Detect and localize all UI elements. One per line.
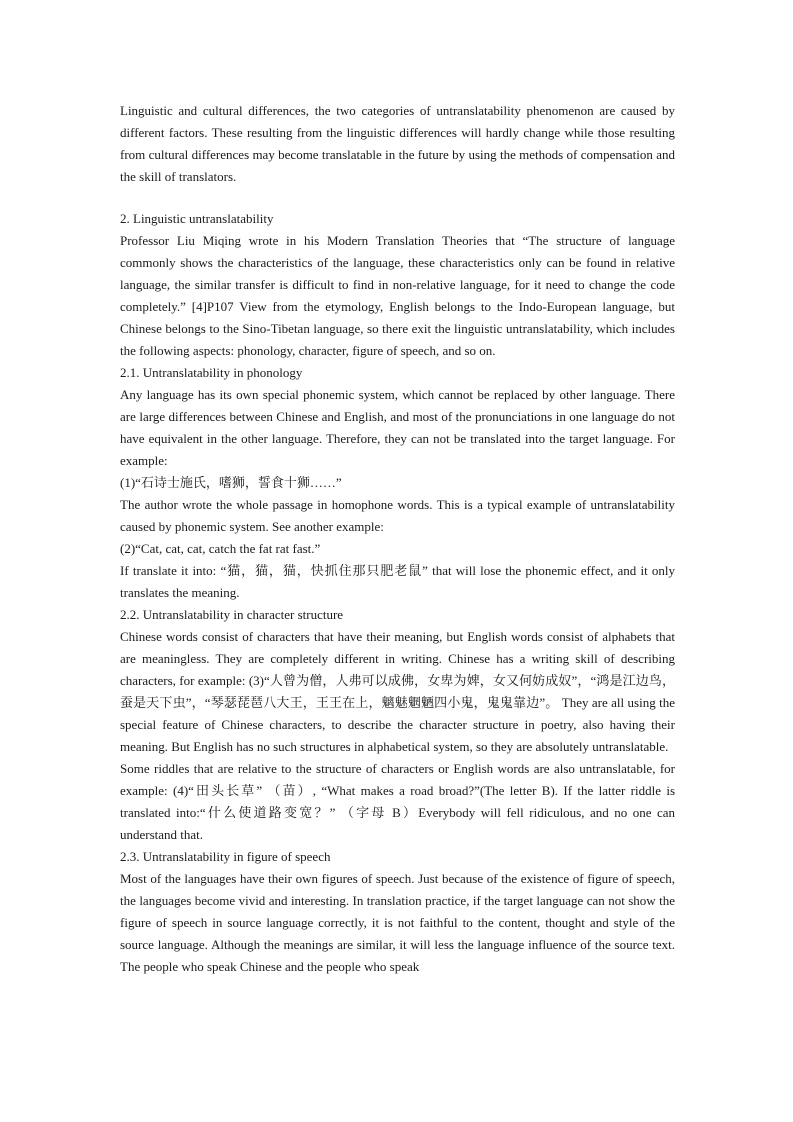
section-2-1-paragraph-2: The author wrote the whole passage in homophone words. This is a typical example of untranslatability caused by phonemic system. See another example: <box>120 497 675 534</box>
section-2-3-paragraph: Most of the languages have their own figures of speech. Just because of the existence of figure of speech, the languages become vivid and interesting. In translation practice, if the target language can not show the figure of speech in source language correctly, it is not faithful to the content, thought and style of the source language. Although the meanings are similar, it will less the language influence of the source text. The people who speak Chinese and the people who speak <box>120 871 675 974</box>
section-2-heading: 2. Linguistic untranslatability <box>120 211 274 226</box>
section-2-3-heading: 2.3. Untranslatability in figure of speech <box>120 849 331 864</box>
section-2-paragraph: Professor Liu Miqing wrote in his Modern Translation Theories that “The structure of language commonly shows the characteristics of the language, these characteristics only can be found in relative language, the similar transfer is difficult to find in non-relative language, for it need to change the code completely.” [4]P107 View from the etymology, English belongs to the Indo-European language, but Chinese belongs to the Sino-Tibetan language, so there exit the linguistic untranslatability, which includes the following aspects: phonology, character, figure of speech, and so on. <box>120 233 675 358</box>
section-2-2-paragraph-1: Chinese words consist of characters that have their meaning, but English words consist of alphabets that are meaningless. They are completely different in writing. Chinese has a writing skill of describing characters, for example: (3)“人曾为僧，人弗可以成佛，女卑为婢，女又何妨成奴”，“鸿是江边鸟，蚕是天下虫”，“琴瑟琵琶八大王，王王在上，魑魅魍魉四小鬼，鬼鬼靠边”。 They are all using the special feature of Chinese characters, to describe the character structure in poetry, also having their meaning. But English has no such structures in alphabetical system, so they are absolutely untranslatable. <box>120 629 675 754</box>
example-1: (1)“石诗士施氏，嗜狮，誓食十狮……” <box>120 475 342 490</box>
example-2: (2)“Cat, cat, cat, catch the fat rat fast.” <box>120 541 321 556</box>
section-2-1-paragraph-3: If translate it into: “猫，猫，猫，快抓住那只肥老鼠” that will lose the phonemic effect, and it only translates the meaning. <box>120 563 675 600</box>
document-page <box>120 100 675 978</box>
section-2-1-paragraph-1: Any language has its own special phonemic system, which cannot be replaced by other language. There are large differences between Chinese and English, and most of the pronunciations in one language do not have equivalent in the other language. Therefore, they can not be translated into the target language. For example: <box>120 387 675 468</box>
paragraph-gap <box>120 188 675 208</box>
section-2-2-heading: 2.2. Untranslatability in character structure <box>120 607 344 622</box>
section-2-2-paragraph-2: Some riddles that are relative to the structure of characters or English words are also untranslatable, for example: (4)“田头长草” （苗）, “What makes a road broad?”(The letter B). If the latter riddle is translated into:“什么使道路变宽？” （字母 B）Everybody will fell ridiculous, and no one can understand that. <box>120 761 675 842</box>
intro-paragraph: Linguistic and cultural differences, the two categories of untranslatability phenomenon are caused by different factors. These resulting from the linguistic differences will hardly change while those resulting from cultural differences may become translatable in the future by using the methods of compensation and the skill of translators. <box>120 103 675 184</box>
section-2-1-heading: 2.1. Untranslatability in phonology <box>120 365 303 380</box>
